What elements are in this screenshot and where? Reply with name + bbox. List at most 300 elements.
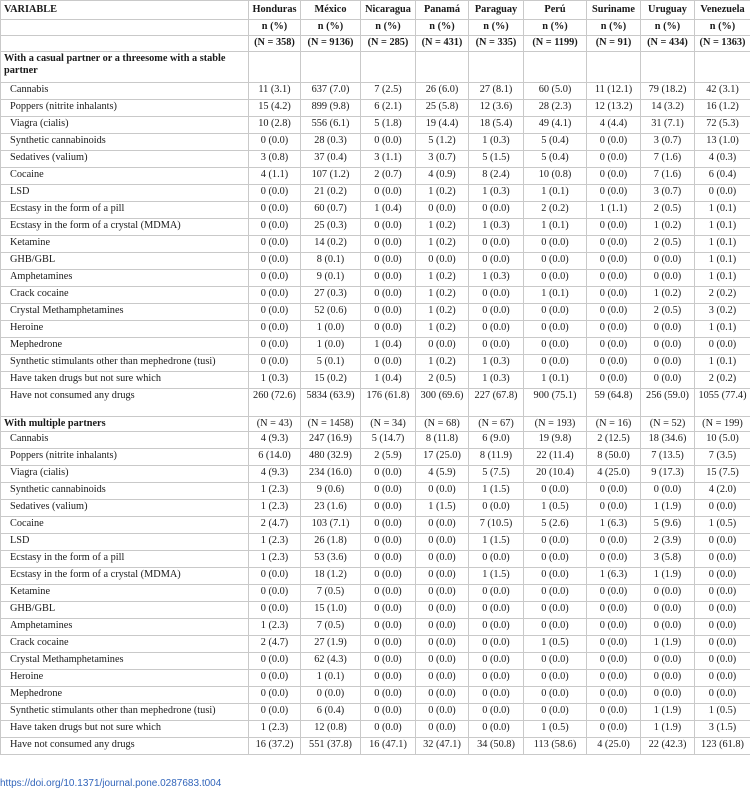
value-cell: 0 (0.0)	[695, 687, 750, 704]
table-row	[1, 83, 750, 100]
table-row	[1, 585, 750, 602]
value-cell: 0 (0.0)	[587, 304, 641, 321]
value-cell: 0 (0.0)	[587, 338, 641, 355]
value-cell: 0 (0.0)	[361, 585, 416, 602]
value-cell: 10 (0.8)	[524, 168, 587, 185]
value-cell: 0 (0.0)	[587, 687, 641, 704]
value-cell: 2 (3.9)	[641, 534, 695, 551]
value-cell: 0 (0.0)	[587, 219, 641, 236]
unit-header: n (%)	[249, 20, 301, 36]
value-cell: 0 (0.0)	[249, 687, 301, 704]
value-cell: 0 (0.0)	[587, 355, 641, 372]
value-cell: 0 (0.0)	[641, 585, 695, 602]
value-cell: 0 (0.0)	[416, 338, 469, 355]
value-cell: 0 (0.0)	[416, 670, 469, 687]
value-cell: 1 (0.3)	[469, 185, 524, 202]
value-cell: 0 (0.0)	[416, 653, 469, 670]
value-cell: 227 (67.8)	[469, 389, 524, 417]
total-header: (N = 335)	[469, 36, 524, 52]
section-count: (N = 193)	[524, 417, 587, 432]
table-row	[1, 500, 750, 517]
drug-label: Cannabis	[1, 83, 249, 100]
value-cell: 0 (0.0)	[249, 270, 301, 287]
section-count	[249, 52, 301, 83]
value-cell: 0 (0.0)	[416, 568, 469, 585]
total-header: (N = 431)	[416, 36, 469, 52]
value-cell: 0 (0.0)	[524, 304, 587, 321]
value-cell: 11 (12.1)	[587, 83, 641, 100]
value-cell: 0 (0.0)	[587, 236, 641, 253]
value-cell: 60 (5.0)	[524, 83, 587, 100]
value-cell: 8 (0.1)	[301, 253, 361, 270]
country-header: Perú	[524, 1, 587, 20]
value-cell: 4 (2.0)	[695, 483, 750, 500]
value-cell: 0 (0.0)	[641, 355, 695, 372]
value-cell: 0 (0.0)	[361, 721, 416, 738]
section-title: With multiple partners	[1, 417, 249, 432]
value-cell: 6 (0.4)	[301, 704, 361, 721]
value-cell: 1 (0.5)	[695, 517, 750, 534]
value-cell: 0 (0.0)	[361, 321, 416, 338]
value-cell: 0 (0.0)	[587, 321, 641, 338]
value-cell: 16 (37.2)	[249, 738, 301, 755]
value-cell: 1 (0.4)	[361, 202, 416, 219]
value-cell: 0 (0.0)	[249, 321, 301, 338]
value-cell: 0 (0.0)	[249, 355, 301, 372]
value-cell: 0 (0.0)	[641, 338, 695, 355]
value-cell: 2 (0.2)	[524, 202, 587, 219]
value-cell: 37 (0.4)	[301, 151, 361, 168]
unit-header: n (%)	[301, 20, 361, 36]
value-cell: 0 (0.0)	[249, 585, 301, 602]
value-cell: 1 (1.5)	[469, 483, 524, 500]
value-cell: 0 (0.0)	[416, 202, 469, 219]
unit-header: n (%)	[416, 20, 469, 36]
value-cell: 1 (1.9)	[641, 704, 695, 721]
table-row	[1, 151, 750, 168]
value-cell: 1 (0.3)	[469, 219, 524, 236]
value-cell: 0 (0.0)	[524, 602, 587, 619]
value-cell: 10 (2.8)	[249, 117, 301, 134]
value-cell: 1 (2.3)	[249, 500, 301, 517]
value-cell: 26 (6.0)	[416, 83, 469, 100]
value-cell: 1 (0.3)	[469, 355, 524, 372]
value-cell: 1 (0.2)	[416, 304, 469, 321]
value-cell: 1 (0.1)	[695, 355, 750, 372]
value-cell: 0 (0.0)	[416, 721, 469, 738]
value-cell: 1 (0.5)	[524, 500, 587, 517]
value-cell: 2 (0.2)	[695, 287, 750, 304]
value-cell: 19 (9.8)	[524, 432, 587, 449]
empty-header-cell	[1, 36, 249, 52]
table-row	[1, 653, 750, 670]
value-cell: 2 (0.7)	[361, 168, 416, 185]
value-cell: 0 (0.0)	[361, 653, 416, 670]
value-cell: 1 (0.4)	[361, 372, 416, 389]
value-cell: 72 (5.3)	[695, 117, 750, 134]
value-cell: 0 (0.0)	[249, 253, 301, 270]
value-cell: 18 (34.6)	[641, 432, 695, 449]
value-cell: 1 (0.1)	[695, 253, 750, 270]
value-cell: 234 (16.0)	[301, 466, 361, 483]
value-cell: 62 (4.3)	[301, 653, 361, 670]
drug-label: Ketamine	[1, 585, 249, 602]
value-cell: 0 (0.0)	[524, 534, 587, 551]
value-cell: 0 (0.0)	[695, 338, 750, 355]
value-cell: 0 (0.0)	[641, 253, 695, 270]
value-cell: 0 (0.0)	[587, 372, 641, 389]
drug-label: Poppers (nitrite inhalants)	[1, 100, 249, 117]
value-cell: 1 (0.1)	[695, 202, 750, 219]
value-cell: 0 (0.0)	[587, 636, 641, 653]
value-cell: 4 (1.1)	[249, 168, 301, 185]
table-row	[1, 670, 750, 687]
drug-label: Viagra (cialis)	[1, 117, 249, 134]
value-cell: 8 (50.0)	[587, 449, 641, 466]
value-cell: 0 (0.0)	[361, 304, 416, 321]
drug-label: LSD	[1, 534, 249, 551]
value-cell: 0 (0.0)	[416, 534, 469, 551]
value-cell: 123 (61.8)	[695, 738, 750, 755]
value-cell: 1 (1.9)	[641, 568, 695, 585]
section-count	[469, 52, 524, 83]
drug-label: Poppers (nitrite inhalants)	[1, 449, 249, 466]
value-cell: 4 (25.0)	[587, 466, 641, 483]
value-cell: 0 (0.0)	[524, 670, 587, 687]
section-count: (N = 52)	[641, 417, 695, 432]
table-row	[1, 568, 750, 585]
table-row	[1, 287, 750, 304]
value-cell: 4 (25.0)	[587, 738, 641, 755]
doi-link[interactable]: https://doi.org/10.1371/journal.pone.0287683.t004	[0, 778, 222, 789]
section-row	[1, 417, 750, 432]
value-cell: 3 (0.7)	[416, 151, 469, 168]
value-cell: 0 (0.0)	[361, 134, 416, 151]
value-cell: 0 (0.0)	[469, 704, 524, 721]
value-cell: 0 (0.0)	[469, 202, 524, 219]
table-row	[1, 253, 750, 270]
value-cell: 0 (0.0)	[416, 551, 469, 568]
value-cell: 1 (0.2)	[641, 287, 695, 304]
value-cell: 53 (3.6)	[301, 551, 361, 568]
value-cell: 0 (0.0)	[524, 551, 587, 568]
value-cell: 3 (0.7)	[641, 185, 695, 202]
value-cell: 3 (0.2)	[695, 304, 750, 321]
value-cell: 0 (0.0)	[587, 551, 641, 568]
country-header: Suriname	[587, 1, 641, 20]
value-cell: 4 (5.9)	[416, 466, 469, 483]
value-cell: 0 (0.0)	[361, 185, 416, 202]
value-cell: 0 (0.0)	[695, 619, 750, 636]
table-row	[1, 483, 750, 500]
table-row	[1, 704, 750, 721]
value-cell: 15 (1.0)	[301, 602, 361, 619]
value-cell: 0 (0.0)	[249, 568, 301, 585]
value-cell: 9 (17.3)	[641, 466, 695, 483]
value-cell: 1 (0.2)	[416, 219, 469, 236]
value-cell: 7 (1.6)	[641, 168, 695, 185]
value-cell: 0 (0.0)	[641, 687, 695, 704]
value-cell: 15 (7.5)	[695, 466, 750, 483]
value-cell: 0 (0.0)	[361, 236, 416, 253]
value-cell: 28 (2.3)	[524, 100, 587, 117]
country-header: Panamá	[416, 1, 469, 20]
value-cell: 0 (0.0)	[587, 151, 641, 168]
value-cell: 0 (0.0)	[641, 602, 695, 619]
drug-label: Ecstasy in the form of a crystal (MDMA)	[1, 568, 249, 585]
country-header: Nicaragua	[361, 1, 416, 20]
value-cell: 25 (0.3)	[301, 219, 361, 236]
value-cell: 1 (2.3)	[249, 619, 301, 636]
value-cell: 1 (2.3)	[249, 483, 301, 500]
value-cell: 3 (5.8)	[641, 551, 695, 568]
value-cell: 27 (8.1)	[469, 83, 524, 100]
unit-header: n (%)	[524, 20, 587, 36]
value-cell: 1 (1.9)	[641, 636, 695, 653]
drug-label: Ecstasy in the form of a pill	[1, 202, 249, 219]
value-cell: 21 (0.2)	[301, 185, 361, 202]
value-cell: 0 (0.0)	[641, 619, 695, 636]
value-cell: 0 (0.0)	[524, 253, 587, 270]
value-cell: 556 (6.1)	[301, 117, 361, 134]
value-cell: 7 (1.6)	[641, 151, 695, 168]
value-cell: 1 (0.1)	[695, 236, 750, 253]
section-row	[1, 52, 750, 83]
value-cell: 0 (0.0)	[587, 500, 641, 517]
value-cell: 7 (0.5)	[301, 585, 361, 602]
table-row	[1, 602, 750, 619]
value-cell: 1 (0.2)	[416, 355, 469, 372]
value-cell: 1 (1.9)	[641, 500, 695, 517]
value-cell: 5834 (63.9)	[301, 389, 361, 417]
value-cell: 0 (0.0)	[587, 602, 641, 619]
value-cell: 0 (0.0)	[416, 585, 469, 602]
value-cell: 8 (11.8)	[416, 432, 469, 449]
value-cell: 0 (0.0)	[587, 483, 641, 500]
value-cell: 1 (1.9)	[641, 721, 695, 738]
value-cell: 1 (0.5)	[524, 636, 587, 653]
total-header: (N = 285)	[361, 36, 416, 52]
drug-label: Crack cocaine	[1, 636, 249, 653]
value-cell: 0 (0.0)	[587, 253, 641, 270]
value-cell: 25 (5.8)	[416, 100, 469, 117]
drug-label: Have not consumed any drugs	[1, 738, 249, 755]
value-cell: 1055 (77.4)	[695, 389, 750, 417]
value-cell: 1 (0.2)	[641, 219, 695, 236]
value-cell: 0 (0.0)	[469, 253, 524, 270]
value-cell: 0 (0.0)	[361, 270, 416, 287]
value-cell: 0 (0.0)	[361, 619, 416, 636]
section-count: (N = 1458)	[301, 417, 361, 432]
value-cell: 0 (0.0)	[469, 619, 524, 636]
drug-label: Crack cocaine	[1, 287, 249, 304]
table-row	[1, 534, 750, 551]
value-cell: 0 (0.0)	[361, 534, 416, 551]
section-count: (N = 43)	[249, 417, 301, 432]
drug-label: LSD	[1, 185, 249, 202]
value-cell: 5 (14.7)	[361, 432, 416, 449]
value-cell: 0 (0.0)	[695, 670, 750, 687]
drug-label: Cannabis	[1, 432, 249, 449]
drug-label: Heroine	[1, 321, 249, 338]
unit-header: n (%)	[361, 20, 416, 36]
drug-label: Crystal Methamphetamines	[1, 304, 249, 321]
value-cell: 551 (37.8)	[301, 738, 361, 755]
drug-label: Cocaine	[1, 168, 249, 185]
value-cell: 7 (0.5)	[301, 619, 361, 636]
value-cell: 27 (1.9)	[301, 636, 361, 653]
value-cell: 1 (0.3)	[469, 270, 524, 287]
section-title: With a casual partner or a threesome with a stable partner	[1, 52, 249, 83]
value-cell: 0 (0.0)	[249, 202, 301, 219]
value-cell: 0 (0.0)	[587, 670, 641, 687]
drug-label: Have taken drugs but not sure which	[1, 721, 249, 738]
value-cell: 0 (0.0)	[587, 185, 641, 202]
value-cell: 0 (0.0)	[249, 653, 301, 670]
section-count: (N = 34)	[361, 417, 416, 432]
value-cell: 0 (0.0)	[469, 670, 524, 687]
value-cell: 16 (1.2)	[695, 100, 750, 117]
value-cell: 0 (0.0)	[469, 602, 524, 619]
value-cell: 8 (11.9)	[469, 449, 524, 466]
value-cell: 0 (0.0)	[695, 636, 750, 653]
value-cell: 0 (0.0)	[587, 287, 641, 304]
value-cell: 1 (0.3)	[249, 372, 301, 389]
value-cell: 2 (4.7)	[249, 636, 301, 653]
value-cell: 0 (0.0)	[587, 168, 641, 185]
table-row	[1, 100, 750, 117]
drug-label: Ecstasy in the form of a pill	[1, 551, 249, 568]
value-cell: 0 (0.0)	[641, 483, 695, 500]
value-cell: 0 (0.0)	[249, 304, 301, 321]
drug-label: GHB/GBL	[1, 602, 249, 619]
value-cell: 0 (0.0)	[361, 551, 416, 568]
value-cell: 5 (7.5)	[469, 466, 524, 483]
table-header	[1, 1, 750, 52]
value-cell: 5 (9.6)	[641, 517, 695, 534]
value-cell: 5 (2.6)	[524, 517, 587, 534]
unit-header-row	[1, 20, 750, 36]
value-cell: 0 (0.0)	[469, 338, 524, 355]
value-cell: 900 (75.1)	[524, 389, 587, 417]
value-cell: 2 (4.7)	[249, 517, 301, 534]
value-cell: 7 (13.5)	[641, 449, 695, 466]
value-cell: 1 (0.2)	[416, 321, 469, 338]
value-cell: 0 (0.0)	[361, 670, 416, 687]
value-cell: 28 (0.3)	[301, 134, 361, 151]
value-cell: 0 (0.0)	[361, 483, 416, 500]
country-header: Uruguay	[641, 1, 695, 20]
value-cell: 0 (0.0)	[587, 619, 641, 636]
value-cell: 1 (1.1)	[587, 202, 641, 219]
value-cell: 52 (0.6)	[301, 304, 361, 321]
value-cell: 176 (61.8)	[361, 389, 416, 417]
value-cell: 0 (0.0)	[469, 721, 524, 738]
value-cell: 4 (0.3)	[695, 151, 750, 168]
value-cell: 300 (69.6)	[416, 389, 469, 417]
table-row	[1, 236, 750, 253]
drug-label: Synthetic cannabinoids	[1, 134, 249, 151]
value-cell: 0 (0.0)	[524, 653, 587, 670]
value-cell: 0 (0.0)	[361, 219, 416, 236]
value-cell: 3 (1.1)	[361, 151, 416, 168]
section-count: (N = 199)	[695, 417, 750, 432]
unit-header: n (%)	[469, 20, 524, 36]
value-cell: 1 (0.4)	[361, 338, 416, 355]
variable-header: VARIABLE	[1, 1, 249, 20]
total-header: (N = 91)	[587, 36, 641, 52]
value-cell: 18 (5.4)	[469, 117, 524, 134]
value-cell: 1 (0.1)	[524, 287, 587, 304]
value-cell: 0 (0.0)	[416, 602, 469, 619]
section-count: (N = 68)	[416, 417, 469, 432]
value-cell: 5 (1.8)	[361, 117, 416, 134]
value-cell: 0 (0.0)	[361, 568, 416, 585]
total-header: (N = 1363)	[695, 36, 750, 52]
value-cell: 0 (0.0)	[361, 287, 416, 304]
value-cell: 1 (1.5)	[469, 534, 524, 551]
value-cell: 26 (1.8)	[301, 534, 361, 551]
value-cell: 6 (14.0)	[249, 449, 301, 466]
value-cell: 60 (0.7)	[301, 202, 361, 219]
value-cell: 1 (0.0)	[301, 321, 361, 338]
drug-label: Synthetic stimulants other than mephedrone (tusi)	[1, 704, 249, 721]
value-cell: 7 (10.5)	[469, 517, 524, 534]
value-cell: 0 (0.0)	[416, 483, 469, 500]
table-row	[1, 304, 750, 321]
value-cell: 1 (0.1)	[301, 670, 361, 687]
table-row	[1, 687, 750, 704]
section-count	[361, 52, 416, 83]
table-body	[1, 52, 750, 755]
value-cell: 0 (0.0)	[695, 500, 750, 517]
value-cell: 0 (0.0)	[469, 304, 524, 321]
value-cell: 0 (0.0)	[361, 636, 416, 653]
value-cell: 247 (16.9)	[301, 432, 361, 449]
value-cell: 899 (9.8)	[301, 100, 361, 117]
table-row	[1, 432, 750, 449]
value-cell: 0 (0.0)	[249, 602, 301, 619]
section-count	[695, 52, 750, 83]
value-cell: 1 (0.2)	[416, 287, 469, 304]
drug-label: Crystal Methamphetamines	[1, 653, 249, 670]
value-cell: 0 (0.0)	[695, 551, 750, 568]
value-cell: 0 (0.0)	[249, 236, 301, 253]
value-cell: 2 (5.9)	[361, 449, 416, 466]
drug-label: Heroine	[1, 670, 249, 687]
value-cell: 42 (3.1)	[695, 83, 750, 100]
value-cell: 0 (0.0)	[695, 185, 750, 202]
country-header: Paraguay	[469, 1, 524, 20]
value-cell: 0 (0.0)	[469, 500, 524, 517]
value-cell: 4 (4.4)	[587, 117, 641, 134]
value-cell: 31 (7.1)	[641, 117, 695, 134]
value-cell: 27 (0.3)	[301, 287, 361, 304]
value-cell: 6 (2.1)	[361, 100, 416, 117]
value-cell: 0 (0.0)	[361, 500, 416, 517]
value-cell: 1 (2.3)	[249, 551, 301, 568]
value-cell: 1 (6.3)	[587, 568, 641, 585]
value-cell: 0 (0.0)	[641, 372, 695, 389]
value-cell: 15 (0.2)	[301, 372, 361, 389]
value-cell: 79 (18.2)	[641, 83, 695, 100]
value-cell: 23 (1.6)	[301, 500, 361, 517]
section-count	[641, 52, 695, 83]
value-cell: 1 (0.2)	[416, 236, 469, 253]
value-cell: 0 (0.0)	[641, 270, 695, 287]
total-header: (N = 9136)	[301, 36, 361, 52]
value-cell: 0 (0.0)	[469, 636, 524, 653]
